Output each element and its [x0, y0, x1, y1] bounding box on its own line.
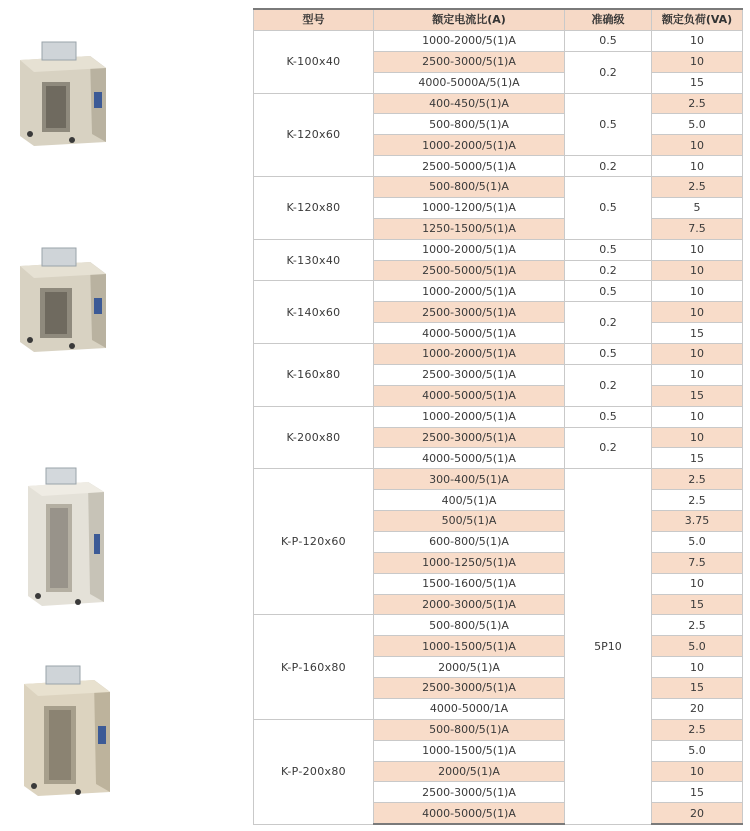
rated-load-cell: 10 — [652, 156, 743, 177]
column-header-rated-load: 额定负荷(VA) — [652, 9, 743, 30]
current-ratio-cell: 1500-1600/5(1)A — [374, 573, 565, 594]
rated-load-cell: 15 — [652, 448, 743, 469]
model-cell: K-140x60 — [254, 281, 374, 344]
current-ratio-cell: 300-400/5(1)A — [374, 469, 565, 490]
current-ratio-cell: 2000/5(1)A — [374, 657, 565, 678]
current-ratio-cell: 2500-3000/5(1)A — [374, 427, 565, 448]
current-ratio-cell: 4000-5000/5(1)A — [374, 448, 565, 469]
accuracy-class-cell: 0.2 — [565, 302, 652, 344]
table-body — [254, 30, 743, 824]
current-transformer-image-2 — [12, 242, 112, 354]
rated-load-cell: 5 — [652, 197, 743, 218]
rated-load-cell: 15 — [652, 72, 743, 93]
current-ratio-cell: 4000-5000/1A — [374, 698, 565, 719]
rated-load-cell: 5.0 — [652, 740, 743, 761]
current-ratio-cell: 400/5(1)A — [374, 490, 565, 511]
table-row — [254, 406, 743, 427]
rated-load-cell: 2.5 — [652, 93, 743, 114]
model-cell: K-P-120x60 — [254, 469, 374, 615]
current-ratio-cell: 1000-1250/5(1)A — [374, 552, 565, 573]
rated-load-cell: 10 — [652, 573, 743, 594]
rated-load-cell: 20 — [652, 803, 743, 824]
model-cell: K-130x40 — [254, 239, 374, 281]
product-photos — [0, 0, 250, 831]
rated-load-cell: 15 — [652, 782, 743, 803]
rated-load-cell: 7.5 — [652, 218, 743, 239]
accuracy-class-cell: 0.2 — [565, 51, 652, 93]
table-row — [254, 344, 743, 365]
current-ratio-cell: 4000-5000/5(1)A — [374, 385, 565, 406]
rated-load-cell: 2.5 — [652, 719, 743, 740]
rated-load-cell: 15 — [652, 678, 743, 699]
rated-load-cell: 10 — [652, 260, 743, 281]
rated-load-cell: 15 — [652, 323, 743, 344]
accuracy-class-cell: 0.2 — [565, 364, 652, 406]
table-row — [254, 719, 743, 740]
current-ratio-cell: 600-800/5(1)A — [374, 531, 565, 552]
accuracy-class-cell: 0.2 — [565, 260, 652, 281]
accuracy-class-cell: 0.5 — [565, 30, 652, 51]
current-ratio-cell: 1250-1500/5(1)A — [374, 218, 565, 239]
model-cell: K-160x80 — [254, 344, 374, 407]
rated-load-cell: 10 — [652, 406, 743, 427]
column-header-current-ratio: 额定电流比(A) — [374, 9, 565, 30]
accuracy-class-cell: 5P10 — [565, 469, 652, 824]
current-ratio-cell: 1000-1500/5(1)A — [374, 636, 565, 657]
column-header-model: 型号 — [254, 9, 374, 30]
current-ratio-cell: 2500-5000/5(1)A — [374, 156, 565, 177]
rated-load-cell: 10 — [652, 51, 743, 72]
rated-load-cell: 10 — [652, 761, 743, 782]
current-ratio-cell: 500-800/5(1)A — [374, 177, 565, 198]
rated-load-cell: 2.5 — [652, 490, 743, 511]
rated-load-cell: 10 — [652, 427, 743, 448]
column-header-accuracy-class: 准确级 — [565, 9, 652, 30]
rated-load-cell: 7.5 — [652, 552, 743, 573]
current-ratio-cell: 500-800/5(1)A — [374, 615, 565, 636]
model-cell: K-P-160x80 — [254, 615, 374, 719]
table-row — [254, 469, 743, 490]
rated-load-cell: 2.5 — [652, 177, 743, 198]
current-ratio-cell: 1000-1200/5(1)A — [374, 197, 565, 218]
table-row — [254, 239, 743, 260]
rated-load-cell: 10 — [652, 657, 743, 678]
current-transformer-image-1 — [12, 38, 112, 148]
accuracy-class-cell: 0.5 — [565, 93, 652, 156]
current-transformer-image-3 — [22, 464, 112, 609]
rated-load-cell: 15 — [652, 594, 743, 615]
accuracy-class-cell: 0.2 — [565, 156, 652, 177]
current-ratio-cell: 2500-3000/5(1)A — [374, 51, 565, 72]
rated-load-cell: 10 — [652, 364, 743, 385]
accuracy-class-cell: 0.2 — [565, 427, 652, 469]
current-ratio-cell: 2500-3000/5(1)A — [374, 364, 565, 385]
current-ratio-cell: 4000-5000A/5(1)A — [374, 72, 565, 93]
rated-load-cell: 5.0 — [652, 636, 743, 657]
rated-load-cell: 2.5 — [652, 615, 743, 636]
rated-load-cell: 10 — [652, 281, 743, 302]
current-ratio-cell: 500-800/5(1)A — [374, 114, 565, 135]
current-ratio-cell: 2500-3000/5(1)A — [374, 302, 565, 323]
current-ratio-cell: 2500-3000/5(1)A — [374, 678, 565, 699]
model-cell: K-200x80 — [254, 406, 374, 469]
current-ratio-cell: 1000-2000/5(1)A — [374, 281, 565, 302]
table-header-row — [254, 9, 743, 30]
accuracy-class-cell: 0.5 — [565, 239, 652, 260]
rated-load-cell: 15 — [652, 385, 743, 406]
current-ratio-cell: 2000/5(1)A — [374, 761, 565, 782]
current-ratio-cell: 2500-3000/5(1)A — [374, 782, 565, 803]
accuracy-class-cell: 0.5 — [565, 281, 652, 302]
accuracy-class-cell: 0.5 — [565, 406, 652, 427]
table-row — [254, 615, 743, 636]
rated-load-cell: 5.0 — [652, 114, 743, 135]
model-cell: K-100x40 — [254, 30, 374, 93]
accuracy-class-cell: 0.5 — [565, 177, 652, 240]
current-ratio-cell: 4000-5000/5(1)A — [374, 803, 565, 824]
table-row — [254, 30, 743, 51]
rated-load-cell: 10 — [652, 239, 743, 260]
current-ratio-cell: 1000-2000/5(1)A — [374, 406, 565, 427]
current-ratio-cell: 500-800/5(1)A — [374, 719, 565, 740]
current-ratio-cell: 500/5(1)A — [374, 511, 565, 532]
rated-load-cell: 2.5 — [652, 469, 743, 490]
table-row — [254, 93, 743, 114]
current-ratio-cell: 2500-5000/5(1)A — [374, 260, 565, 281]
current-ratio-cell: 1000-2000/5(1)A — [374, 239, 565, 260]
model-cell: K-120x60 — [254, 93, 374, 177]
current-ratio-cell: 1000-1500/5(1)A — [374, 740, 565, 761]
rated-load-cell: 10 — [652, 344, 743, 365]
current-ratio-cell: 400-450/5(1)A — [374, 93, 565, 114]
rated-load-cell: 3.75 — [652, 511, 743, 532]
current-ratio-cell: 1000-2000/5(1)A — [374, 30, 565, 51]
specification-table — [253, 8, 743, 825]
table-row — [254, 281, 743, 302]
rated-load-cell: 10 — [652, 30, 743, 51]
table-row — [254, 177, 743, 198]
rated-load-cell: 10 — [652, 302, 743, 323]
rated-load-cell: 10 — [652, 135, 743, 156]
rated-load-cell: 5.0 — [652, 531, 743, 552]
model-cell: K-P-200x80 — [254, 719, 374, 824]
current-ratio-cell: 1000-2000/5(1)A — [374, 135, 565, 156]
model-cell: K-120x80 — [254, 177, 374, 240]
current-ratio-cell: 2000-3000/5(1)A — [374, 594, 565, 615]
current-ratio-cell: 1000-2000/5(1)A — [374, 344, 565, 365]
accuracy-class-cell: 0.5 — [565, 344, 652, 365]
current-ratio-cell: 4000-5000/5(1)A — [374, 323, 565, 344]
rated-load-cell: 20 — [652, 698, 743, 719]
current-transformer-image-4 — [18, 660, 118, 800]
